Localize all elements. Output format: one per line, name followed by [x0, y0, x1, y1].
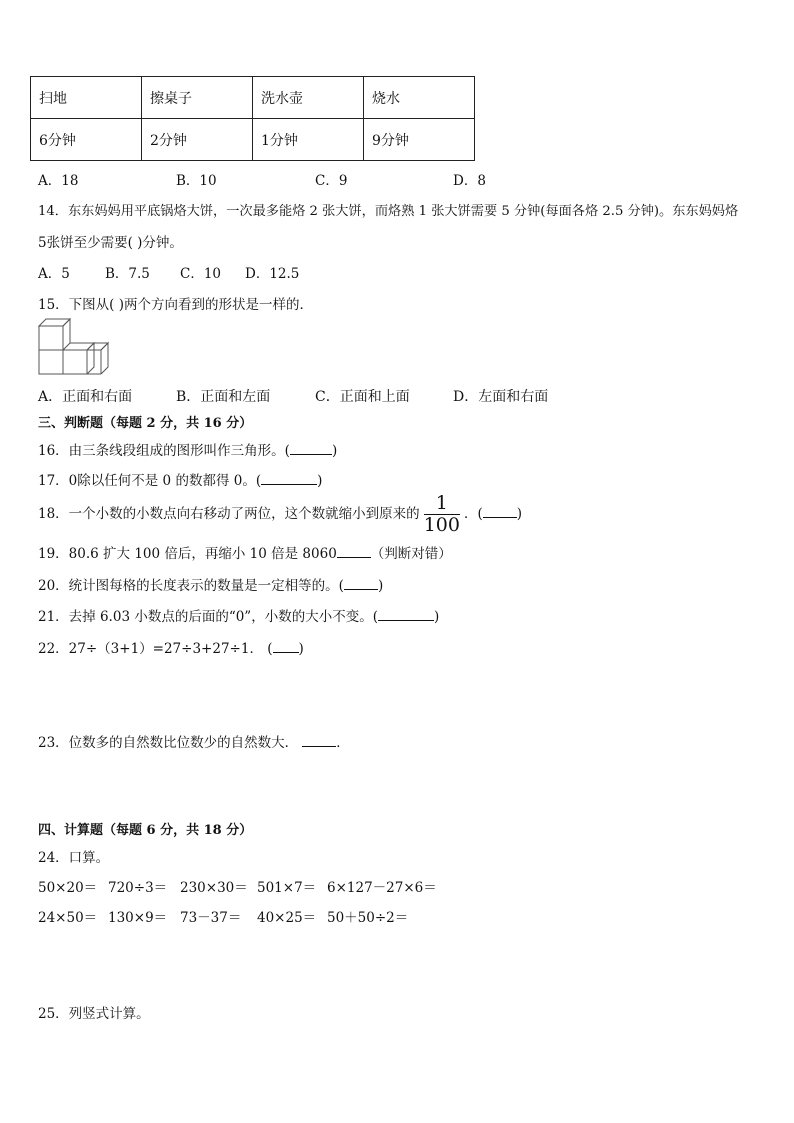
q14-text-line2: 5张饼至少需要( )分钟。: [38, 235, 183, 251]
q16-text: 16．由三条线段组成的图形叫作三角形。(: [38, 443, 290, 459]
fraction-numerator: 1: [424, 494, 460, 515]
q24-expr: 24×50＝: [38, 910, 98, 926]
q14-option-d: D．12.5: [245, 266, 300, 282]
q24-expr: 6×127－27×6＝: [327, 880, 437, 896]
q18: [38, 494, 522, 535]
q13-option-a: A．18: [38, 173, 79, 189]
table-cell: 6分钟: [31, 119, 142, 161]
q24-title: 24．口算。: [38, 850, 110, 866]
answer-blank[interactable]: [261, 472, 317, 485]
answer-blank[interactable]: [483, 505, 517, 518]
q17-text: 17．0除以任何不是 0 的数都得 0。(: [38, 473, 262, 489]
q14-option-c: C．10: [180, 266, 222, 282]
close-paren: ): [433, 609, 440, 625]
close-paren: ): [331, 443, 338, 459]
table-cell: 扫地: [31, 77, 142, 119]
close-paren: ): [298, 641, 304, 657]
q19: [38, 542, 452, 562]
q24-expr: 130×9＝: [108, 910, 168, 926]
close-paren: ): [377, 578, 384, 594]
q24-expr: 50＋50÷2＝: [327, 910, 409, 926]
table-cell: 洗水壶: [253, 77, 364, 119]
q24-expr: 720÷3＝: [108, 880, 168, 896]
answer-blank[interactable]: [273, 640, 299, 653]
q20-text: 20．统计图每格的长度表示的数量是一定相等的。(: [38, 578, 344, 594]
close-paren: ): [516, 506, 523, 522]
q14-text-line1: 14．东东妈妈用平底锅烙大饼，一次最多能烙 2 张大饼，而烙熟 1 张大饼需要 5 分钟(每面各烙 2.5 分钟)。东东妈妈烙: [38, 204, 739, 219]
q15-option-a: A．正面和右面: [38, 389, 133, 405]
table-row: [31, 77, 475, 119]
q14-option-a: A．5: [38, 266, 70, 282]
q23-tail: ．: [336, 735, 350, 751]
table-row: [31, 119, 475, 161]
fraction-denominator: 100: [423, 514, 460, 536]
q24-expr: 50×20＝: [38, 880, 98, 896]
answer-blank[interactable]: [344, 577, 378, 590]
q15-text: 15．下图从( )两个方向看到的形状是一样的．: [38, 297, 314, 313]
q24-expr: 501×7＝: [257, 880, 317, 896]
answer-blank[interactable]: [337, 545, 371, 558]
q13-option-b: B．10: [176, 173, 217, 189]
section-heading-calculation: 四、计算题（每题 6 分，共 18 分）: [38, 823, 253, 838]
section-heading-true-false: 三、判断题（每题 2 分，共 16 分）: [38, 416, 253, 431]
q23: [38, 731, 350, 751]
q16: [38, 439, 337, 459]
task-time-table: [30, 76, 475, 161]
q19-tail: （判断对错）: [370, 546, 452, 562]
q21: [38, 605, 439, 625]
q21-text: 21．去掉 6.03 小数点的后面的“0”，小数的大小不变。(: [38, 609, 378, 625]
q25-text: 25．列竖式计算。: [38, 1006, 150, 1022]
q13-option-c: C．9: [315, 173, 348, 189]
cube-figure: [36, 316, 110, 380]
answer-blank[interactable]: [290, 442, 332, 455]
table-cell: 1分钟: [253, 119, 364, 161]
q23-text: 23．位数多的自然数比位数少的自然数大．: [38, 735, 299, 751]
q15-option-d: D．左面和右面: [453, 389, 549, 405]
answer-blank[interactable]: [302, 734, 336, 747]
table-cell: 烧水: [364, 77, 475, 119]
q19-text: 19．80.6 扩大 100 倍后，再缩小 10 倍是 8060: [38, 546, 337, 562]
q13-option-d: D．8: [453, 173, 486, 189]
q24-expr: 73－37＝: [180, 910, 242, 926]
table-cell: 擦桌子: [142, 77, 253, 119]
table-cell: 9分钟: [364, 119, 475, 161]
fraction-one-hundredth: [424, 494, 460, 535]
q24-expr: 40×25＝: [257, 910, 317, 926]
q22: [38, 637, 304, 657]
close-paren: ): [317, 473, 323, 489]
q15-option-c: C．正面和上面: [315, 389, 410, 405]
q24-expr: 230×30＝: [180, 880, 248, 896]
answer-blank[interactable]: [378, 608, 434, 621]
q22-text: 22．27÷（3+1）=27÷3+27÷1． (: [38, 641, 273, 657]
q18-tail: ．(: [463, 506, 483, 522]
q20: [38, 574, 383, 594]
q14-option-b: B．7.5: [105, 266, 150, 282]
q15-option-b: B．正面和左面: [176, 389, 271, 405]
q18-text: 18．一个小数的小数点向右移动了两位，这个数就缩小到原来的: [38, 506, 420, 522]
table-cell: 2分钟: [142, 119, 253, 161]
q17: [38, 469, 322, 489]
